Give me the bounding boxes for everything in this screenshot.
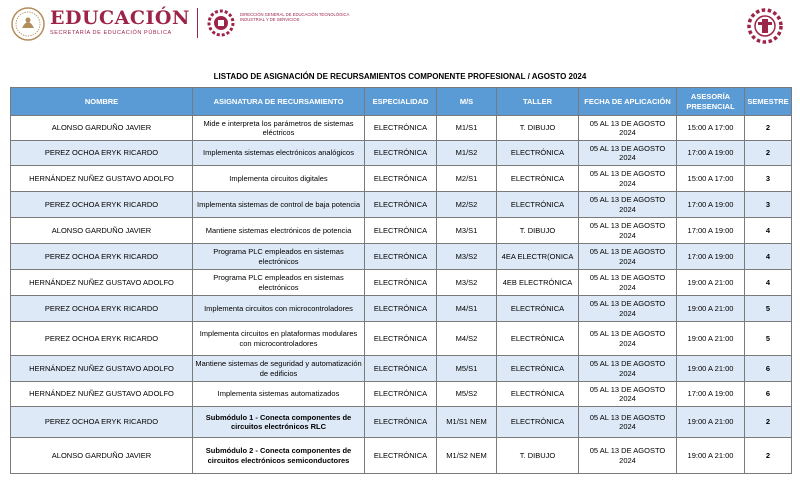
mexico-seal-icon <box>10 6 46 42</box>
cell-taller: ELECTRÓNICA <box>497 296 579 322</box>
cell-semestre: 6 <box>745 382 792 407</box>
cell-asesoria: 17:00 A 19:00 <box>677 218 745 244</box>
cell-asignatura: Implementa sistemas de control de baja potencia <box>193 192 365 218</box>
cell-asesoria: 19:00 A 21:00 <box>677 438 745 474</box>
cell-especialidad: ELECTRÓNICA <box>365 356 437 382</box>
page-header <box>0 0 800 62</box>
cell-especialidad: ELECTRÓNICA <box>365 438 437 474</box>
cell-fecha: 05 AL 13 DE AGOSTO 2024 <box>579 244 677 270</box>
col-taller: TALLER <box>497 88 579 116</box>
cell-fecha: 05 AL 13 DE AGOSTO 2024 <box>579 382 677 407</box>
cell-ms: M2/S1 <box>437 166 497 192</box>
cell-asignatura: Programa PLC empleados en sistemas electrónicos <box>193 244 365 270</box>
cell-ms: M3/S2 <box>437 244 497 270</box>
col-fecha: FECHA DE APLICACIÓN <box>579 88 677 116</box>
cell-semestre: 3 <box>745 166 792 192</box>
cell-taller: T. DIBUJO <box>497 218 579 244</box>
cell-semestre: 4 <box>745 218 792 244</box>
cell-nombre: PEREZ OCHOA ERYK RICARDO <box>11 296 193 322</box>
cell-asignatura: Submódulo 2 - Conecta componentes de circuitos electrónicos semiconductores <box>193 438 365 474</box>
cell-fecha: 05 AL 13 DE AGOSTO 2024 <box>579 296 677 322</box>
cell-fecha: 05 AL 13 DE AGOSTO 2024 <box>579 438 677 474</box>
table-header-row <box>11 88 792 116</box>
cell-taller: ELECTRÓNICA <box>497 192 579 218</box>
cell-ms: M5/S2 <box>437 382 497 407</box>
cell-asignatura: Mantiene sistemas electrónicos de potencia <box>193 218 365 244</box>
cell-semestre: 2 <box>745 116 792 141</box>
table-row <box>11 322 792 356</box>
table-body <box>11 116 792 474</box>
table-row <box>11 218 792 244</box>
cell-taller: ELECTRÓNICA <box>497 356 579 382</box>
table-row <box>11 116 792 141</box>
cell-ms: M4/S1 <box>437 296 497 322</box>
cell-ms: M3/S2 <box>437 270 497 296</box>
cell-nombre: PEREZ OCHOA ERYK RICARDO <box>11 322 193 356</box>
cell-semestre: 6 <box>745 356 792 382</box>
cell-asignatura: Implementa circuitos con microcontroladores <box>193 296 365 322</box>
cell-nombre: PEREZ OCHOA ERYK RICARDO <box>11 192 193 218</box>
cell-especialidad: ELECTRÓNICA <box>365 382 437 407</box>
col-especialidad: ESPECIALIDAD <box>365 88 437 116</box>
cell-asesoria: 15:00 A 17:00 <box>677 116 745 141</box>
cell-fecha: 05 AL 13 DE AGOSTO 2024 <box>579 356 677 382</box>
cell-semestre: 4 <box>745 270 792 296</box>
cell-especialidad: ELECTRÓNICA <box>365 141 437 166</box>
cell-ms: M2/S2 <box>437 192 497 218</box>
cell-fecha: 05 AL 13 DE AGOSTO 2024 <box>579 322 677 356</box>
table-row <box>11 270 792 296</box>
table-row <box>11 244 792 270</box>
cell-ms: M1/S1 NEM <box>437 407 497 438</box>
cell-asesoria: 19:00 A 21:00 <box>677 356 745 382</box>
cell-taller: ELECTRÓNICA <box>497 166 579 192</box>
cell-especialidad: ELECTRÓNICA <box>365 270 437 296</box>
cell-ms: M1/S2 <box>437 141 497 166</box>
cell-asignatura: Implementa sistemas automatizados <box>193 382 365 407</box>
cell-semestre: 5 <box>745 296 792 322</box>
cell-ms: M1/S2 NEM <box>437 438 497 474</box>
cell-taller: 4EB ELECTRÓNICA <box>497 270 579 296</box>
cell-taller: ELECTRÓNICA <box>497 382 579 407</box>
cell-taller: ELECTRÓNICA <box>497 407 579 438</box>
cell-especialidad: ELECTRÓNICA <box>365 116 437 141</box>
col-asignatura: ASIGNATURA DE RECURSAMIENTO <box>193 88 365 116</box>
cell-especialidad: ELECTRÓNICA <box>365 244 437 270</box>
col-semestre: SEMESTRE <box>745 88 792 116</box>
table-row <box>11 407 792 438</box>
cell-nombre: HERNÁNDEZ NUÑEZ GUSTAVO ADOLFO <box>11 270 193 296</box>
cell-fecha: 05 AL 13 DE AGOSTO 2024 <box>579 192 677 218</box>
cell-ms: M1/S1 <box>437 116 497 141</box>
cell-asignatura: Implementa sistemas electrónicos analógicos <box>193 141 365 166</box>
cell-semestre: 2 <box>745 141 792 166</box>
table-row <box>11 166 792 192</box>
col-nombre: NOMBRE <box>11 88 193 116</box>
cell-nombre: PEREZ OCHOA ERYK RICARDO <box>11 141 193 166</box>
cell-nombre: PEREZ OCHOA ERYK RICARDO <box>11 244 193 270</box>
cell-especialidad: ELECTRÓNICA <box>365 192 437 218</box>
col-asesoria: ASESORÍA PRESENCIAL <box>677 88 745 116</box>
cell-nombre: ALONSO GARDUÑO JAVIER <box>11 218 193 244</box>
cell-nombre: ALONSO GARDUÑO JAVIER <box>11 438 193 474</box>
cell-asignatura: Submódulo 1 - Conecta componentes de circuitos electrónicos RLC <box>193 407 365 438</box>
cell-asesoria: 19:00 A 21:00 <box>677 296 745 322</box>
cell-nombre: HERNÁNDEZ NUÑEZ GUSTAVO ADOLFO <box>11 356 193 382</box>
table-row <box>11 141 792 166</box>
cell-fecha: 05 AL 13 DE AGOSTO 2024 <box>579 218 677 244</box>
cell-fecha: 05 AL 13 DE AGOSTO 2024 <box>579 407 677 438</box>
cell-semestre: 2 <box>745 438 792 474</box>
cell-ms: M5/S1 <box>437 356 497 382</box>
cell-taller: 4EA ELECTR(ONICA <box>497 244 579 270</box>
cell-ms: M3/S1 <box>437 218 497 244</box>
cell-taller: ELECTRÓNICA <box>497 322 579 356</box>
brand-title: EDUCACIÓN <box>50 7 190 29</box>
cell-asesoria: 19:00 A 21:00 <box>677 322 745 356</box>
dgeti-label: DIRECCIÓN GENERAL DE EDUCACIÓN TECNOLÓGICA INDUSTRIAL Y DE SERVICIOS <box>240 12 350 22</box>
cell-taller: T. DIBUJO <box>497 438 579 474</box>
brand-block <box>50 7 190 36</box>
cell-asesoria: 17:00 A 19:00 <box>677 192 745 218</box>
cell-especialidad: ELECTRÓNICA <box>365 407 437 438</box>
cell-especialidad: ELECTRÓNICA <box>365 218 437 244</box>
cell-asesoria: 17:00 A 19:00 <box>677 141 745 166</box>
cell-asignatura: Programa PLC empleados en sistemas electrónicos <box>193 270 365 296</box>
cell-especialidad: ELECTRÓNICA <box>365 322 437 356</box>
cell-semestre: 2 <box>745 407 792 438</box>
cell-nombre: HERNÁNDEZ NUÑEZ GUSTAVO ADOLFO <box>11 166 193 192</box>
table-row <box>11 356 792 382</box>
table-row <box>11 438 792 474</box>
cell-especialidad: ELECTRÓNICA <box>365 166 437 192</box>
cell-semestre: 4 <box>745 244 792 270</box>
cell-asignatura: Mantiene sistemas de seguridad y automatización de edificios <box>193 356 365 382</box>
cell-taller: ELECTRÓNICA <box>497 141 579 166</box>
document-title: LISTADO DE ASIGNACIÓN DE RECURSAMIENTOS COMPONENTE PROFESIONAL / AGOSTO 2024 <box>213 72 587 81</box>
cell-fecha: 05 AL 13 DE AGOSTO 2024 <box>579 141 677 166</box>
cell-ms: M4/S2 <box>437 322 497 356</box>
header-divider <box>197 8 198 38</box>
cell-asesoria: 19:00 A 21:00 <box>677 407 745 438</box>
cell-especialidad: ELECTRÓNICA <box>365 296 437 322</box>
cell-taller: T. DIBUJO <box>497 116 579 141</box>
dgeti-gear-icon <box>206 8 236 38</box>
brand-subtitle: SECRETARÍA DE EDUCACIÓN PÚBLICA <box>50 30 172 36</box>
cell-asignatura: Mide e interpreta los parámetros de sistemas eléctricos <box>193 116 365 141</box>
table-row <box>11 382 792 407</box>
cell-asesoria: 17:00 A 19:00 <box>677 382 745 407</box>
cell-fecha: 05 AL 13 DE AGOSTO 2024 <box>579 116 677 141</box>
cell-nombre: PEREZ OCHOA ERYK RICARDO <box>11 407 193 438</box>
cell-asignatura: Implementa circuitos digitales <box>193 166 365 192</box>
cell-semestre: 5 <box>745 322 792 356</box>
cell-asesoria: 15:00 A 17:00 <box>677 166 745 192</box>
cell-asesoria: 19:00 A 21:00 <box>677 270 745 296</box>
cbtis-gear-icon <box>742 5 788 45</box>
cell-nombre: HERNÁNDEZ NUÑEZ GUSTAVO ADOLFO <box>11 382 193 407</box>
cell-asignatura: Implementa circuitos en plataformas modulares con microcontroladores <box>193 322 365 356</box>
table-row <box>11 192 792 218</box>
assignment-table <box>10 87 792 474</box>
col-ms: M/S <box>437 88 497 116</box>
cell-fecha: 05 AL 13 DE AGOSTO 2024 <box>579 166 677 192</box>
table-row <box>11 296 792 322</box>
cell-semestre: 3 <box>745 192 792 218</box>
cell-asesoria: 17:00 A 19:00 <box>677 244 745 270</box>
cell-nombre: ALONSO GARDUÑO JAVIER <box>11 116 193 141</box>
cell-fecha: 05 AL 13 DE AGOSTO 2024 <box>579 270 677 296</box>
